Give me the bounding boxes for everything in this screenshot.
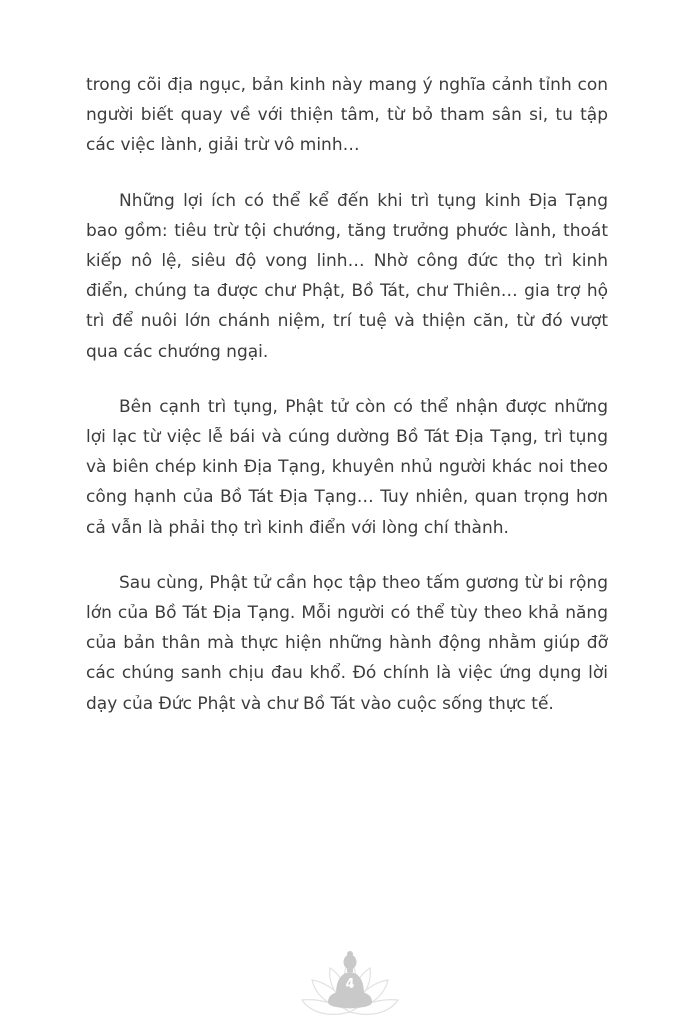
- body-text: [86, 70, 608, 744]
- paragraph-1: trong cõi địa ngục, bản kinh này mang ý nghĩa cảnh tỉnh con người biết quay về với thiện tâm, từ bỏ tham sân si, tu tập các việc lành, giải trừ vô minh…: [86, 75, 608, 156]
- paragraph-3: Bên cạnh trì tụng, Phật tử còn có thể nhận được những lợi lạc từ việc lễ bái và cúng dường Bồ Tát Địa Tạng, trì tụng và biên chép kinh Địa Tạng, khuyên nhủ người khác noi theo công hạnh của Bồ Tát Địa Tạng… Tuy nhiên, quan trọng hơn cả vẫn là phải thọ trì kinh điển với lòng chí thành.: [86, 396, 608, 538]
- paragraph-2: Những lợi ích có thể kể đến khi trì tụng kinh Địa Tạng bao gồm: tiêu trừ tội chướng, tăng trưởng phước lành, thoát kiếp nô lệ, siêu độ vong linh… Nhờ công đức thọ trì kinh điển, chúng ta được chư Phật, Bồ Tát, chư Thiên… gia trợ hộ trì để nuôi lớn chánh niệm, trí tuệ và thiện căn, từ đó vượt qua các chướng ngại.: [86, 190, 608, 362]
- paragraph-4: Sau cùng, Phật tử cần học tập theo tấm gương từ bi rộng lớn của Bồ Tát Địa Tạng. Mỗi người có thể tùy theo khả năng của bản thân mà thực hiện những hành động nhằm giúp đỡ các chúng sanh chịu đau khổ. Đó chính là việc ứng dụng lời dạy của Đức Phật và chư Bồ Tát vào cuộc sống thực tế.: [86, 572, 608, 714]
- page-number: 4: [345, 977, 355, 992]
